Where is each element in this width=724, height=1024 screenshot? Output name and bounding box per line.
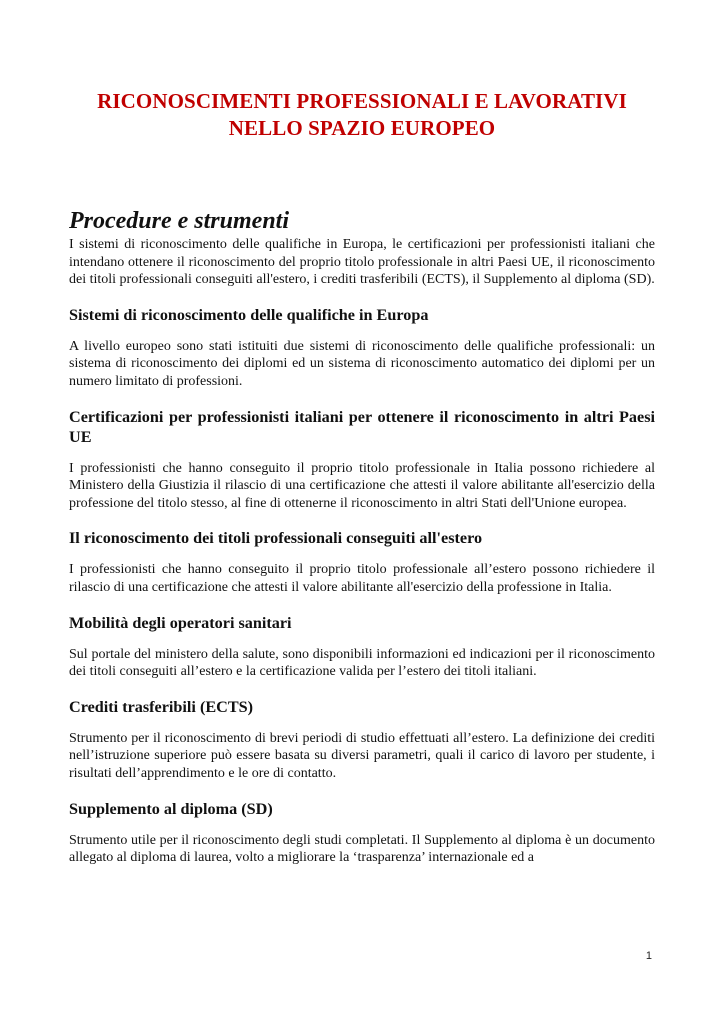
document-title	[69, 0, 655, 142]
section-paragraph: A livello europeo sono stati istituiti due sistemi di riconoscimento delle qualifiche professionali: un sistema di riconoscimento dei diplomi ed un sistema di riconoscimento automatico dei diplomi per un numero limitato di professioni.	[69, 338, 655, 389]
title-line-2: NELLO SPAZIO EUROPEO	[228, 116, 496, 140]
section-heading: Certificazioni per professionisti italiani per ottenere il riconoscimento in altri Paesi UE	[69, 407, 655, 446]
document-subtitle: Procedure e strumenti	[69, 208, 289, 234]
section-heading: Sistemi di riconoscimento delle qualifiche in Europa	[69, 305, 429, 324]
section-paragraph: I professionisti che hanno conseguito il proprio titolo professionale all’estero possono richiedere il rilascio di una certificazione che attesti il valore abilitante all'esercizio della professione in Italia.	[69, 562, 655, 595]
section-heading: Mobilità degli operatori sanitari	[69, 613, 292, 632]
section-heading: Il riconoscimento dei titoli professionali conseguiti all'estero	[69, 529, 483, 548]
section-paragraph: I professionisti che hanno conseguito il proprio titolo professionale in Italia possono richiedere al Ministero della Giustizia il rilascio di una certificazione che attesti il valore abilitante all'esercizio della professione del titolo stesso, al fine di ottenerne il riconoscimento in altri Stati dell'Unione europea.	[69, 460, 655, 511]
section-paragraph: Strumento per il riconoscimento di brevi periodi di studio effettuati all’estero. La definizione dei crediti nell’istruzione superiore può essere basata su diversi parametri, quali il carico di lavoro per studente, i risultati dell’apprendimento e le ore di contatto.	[69, 730, 655, 781]
intro-paragraph: I sistemi di riconoscimento delle qualifiche in Europa, le certificazioni per professionisti italiani che intendano ottenere il riconoscimento del proprio titolo professionale in altri Paesi UE, il riconoscimento dei titoli professionali conseguiti all'estero, i crediti trasferibili (ECTS), il Supplemento al diploma (SD).	[69, 237, 655, 288]
section-paragraph: Strumento utile per il riconoscimento degli studi completati. Il Supplemento al diploma è un documento allegato al diploma di laurea, volto a migliorare la ‘trasparenza’ internazionale ed a	[69, 832, 655, 866]
page-number: 1	[645, 950, 652, 962]
title-line-1: RICONOSCIMENTI PROFESSIONALI E LAVORATIVI	[97, 89, 627, 113]
section-heading: Supplemento al diploma (SD)	[69, 799, 273, 818]
section-paragraph: Sul portale del ministero della salute, sono disponibili informazioni ed indicazioni per il riconoscimento dei titoli conseguiti all’estero e la certificazione valida per l’estero dei titoli italiani.	[69, 646, 655, 680]
section-heading: Crediti trasferibili (ECTS)	[69, 697, 254, 716]
